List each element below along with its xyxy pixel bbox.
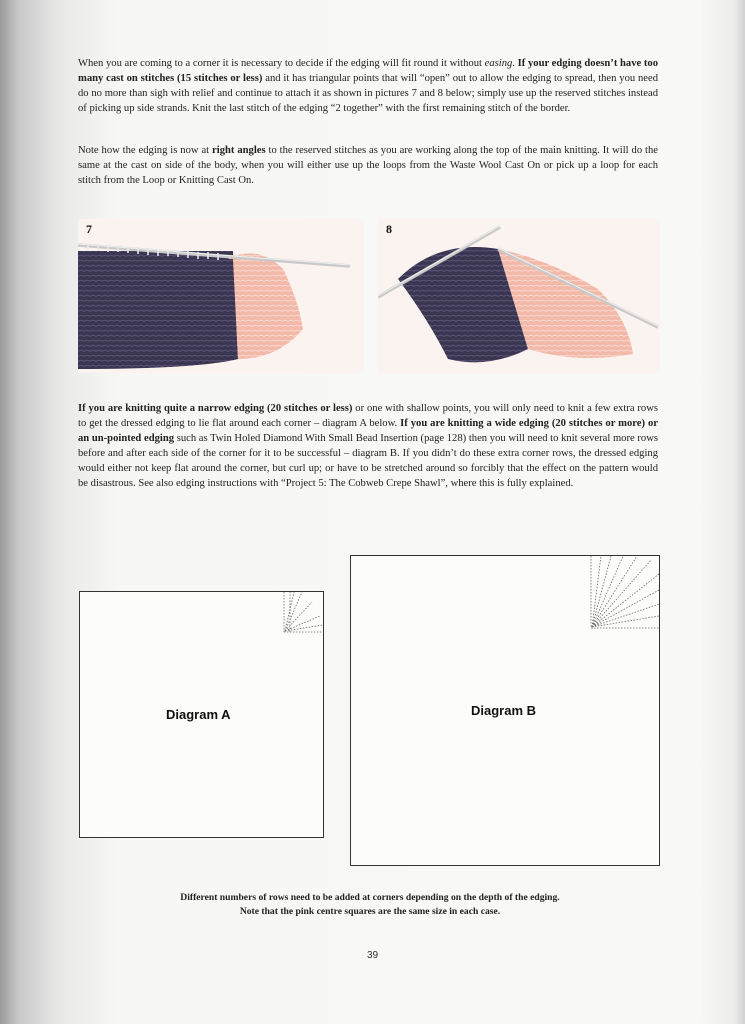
paragraph-corner-intro bbox=[78, 56, 658, 116]
text-span: When you are coming to a corner it is necessary to decide if the edging will fit round it without bbox=[78, 58, 485, 69]
knitting-photo-8-image bbox=[378, 219, 660, 373]
caption-line-1: Different numbers of rows need to be added at corners depending on the depth of the edging. bbox=[180, 892, 560, 903]
knitting-photo-8 bbox=[378, 219, 660, 373]
bold-text: If you are knitting a wide edging (20 stitches or more) or an un-pointed edging bbox=[78, 418, 658, 444]
bold-text: right angles bbox=[212, 145, 266, 156]
diagram-a bbox=[79, 591, 324, 838]
page-number: 39 bbox=[366, 950, 379, 961]
diagram-a-label: Diagram A bbox=[166, 707, 231, 722]
photo-number: 8 bbox=[386, 222, 392, 236]
caption-line-2: Note that the pink centre squares are the same size in each case. bbox=[239, 906, 501, 917]
emphasis-text: easing bbox=[484, 58, 513, 69]
text-span: and it has triangular points that will “open” out to allow the edging to spread, then you need do no more than sigh with relief and continue to attach it as shown in pictures 7 and 8 below; simply use up the reserved stitches instead of picking up side strands. Knit the last stitch of the edging “2 together” with the first remaining stitch of the border. bbox=[78, 73, 658, 114]
bold-text: If your edging doesn’t have too many cast on stitches (15 stitches or less) bbox=[78, 58, 659, 84]
figure-caption bbox=[120, 891, 620, 919]
text-span: or one with shallow points, you will only need to knit a few extra rows to get the dressed edging to lie flat around each corner – diagram A below. bbox=[78, 403, 658, 429]
diagram-b bbox=[350, 555, 660, 866]
knitting-photo-7-image bbox=[78, 219, 364, 373]
text-span: Note how the edging is now at bbox=[78, 145, 213, 156]
photo-number: 7 bbox=[86, 222, 92, 236]
text-span: such as Twin Holed Diamond With Small Bead Insertion (page 128) then you will need to knit several more rows before and after each side of the corner for it to be successful – diagram B. If you didn’t do these extra corner rows, the dressed edging would either not keep flat around the corner, but curl up; or have to be stretched around so forcibly that the effect on the pattern would be disastrous. See also edging instructions with “Project 5: The Cobweb Crepe Shawl”, where this is fully explained. bbox=[78, 433, 658, 489]
diagram-b-label: Diagram B bbox=[471, 703, 537, 718]
bold-text: If you are knitting quite a narrow edging (20 stitches or less) bbox=[78, 403, 353, 414]
knitting-photo-7 bbox=[78, 219, 364, 373]
paragraph-edging-width bbox=[78, 401, 658, 491]
paragraph-right-angles bbox=[78, 143, 658, 188]
text-span: . bbox=[512, 58, 518, 69]
text-span: to the reserved stitches as you are working along the top of the main knitting. It will do the same at the cast on side of the body, when you will either use up the loops from the Waste Wool Cast On or pick up a loop for each stitch from the Loop or Knitting Cast On. bbox=[78, 145, 659, 186]
